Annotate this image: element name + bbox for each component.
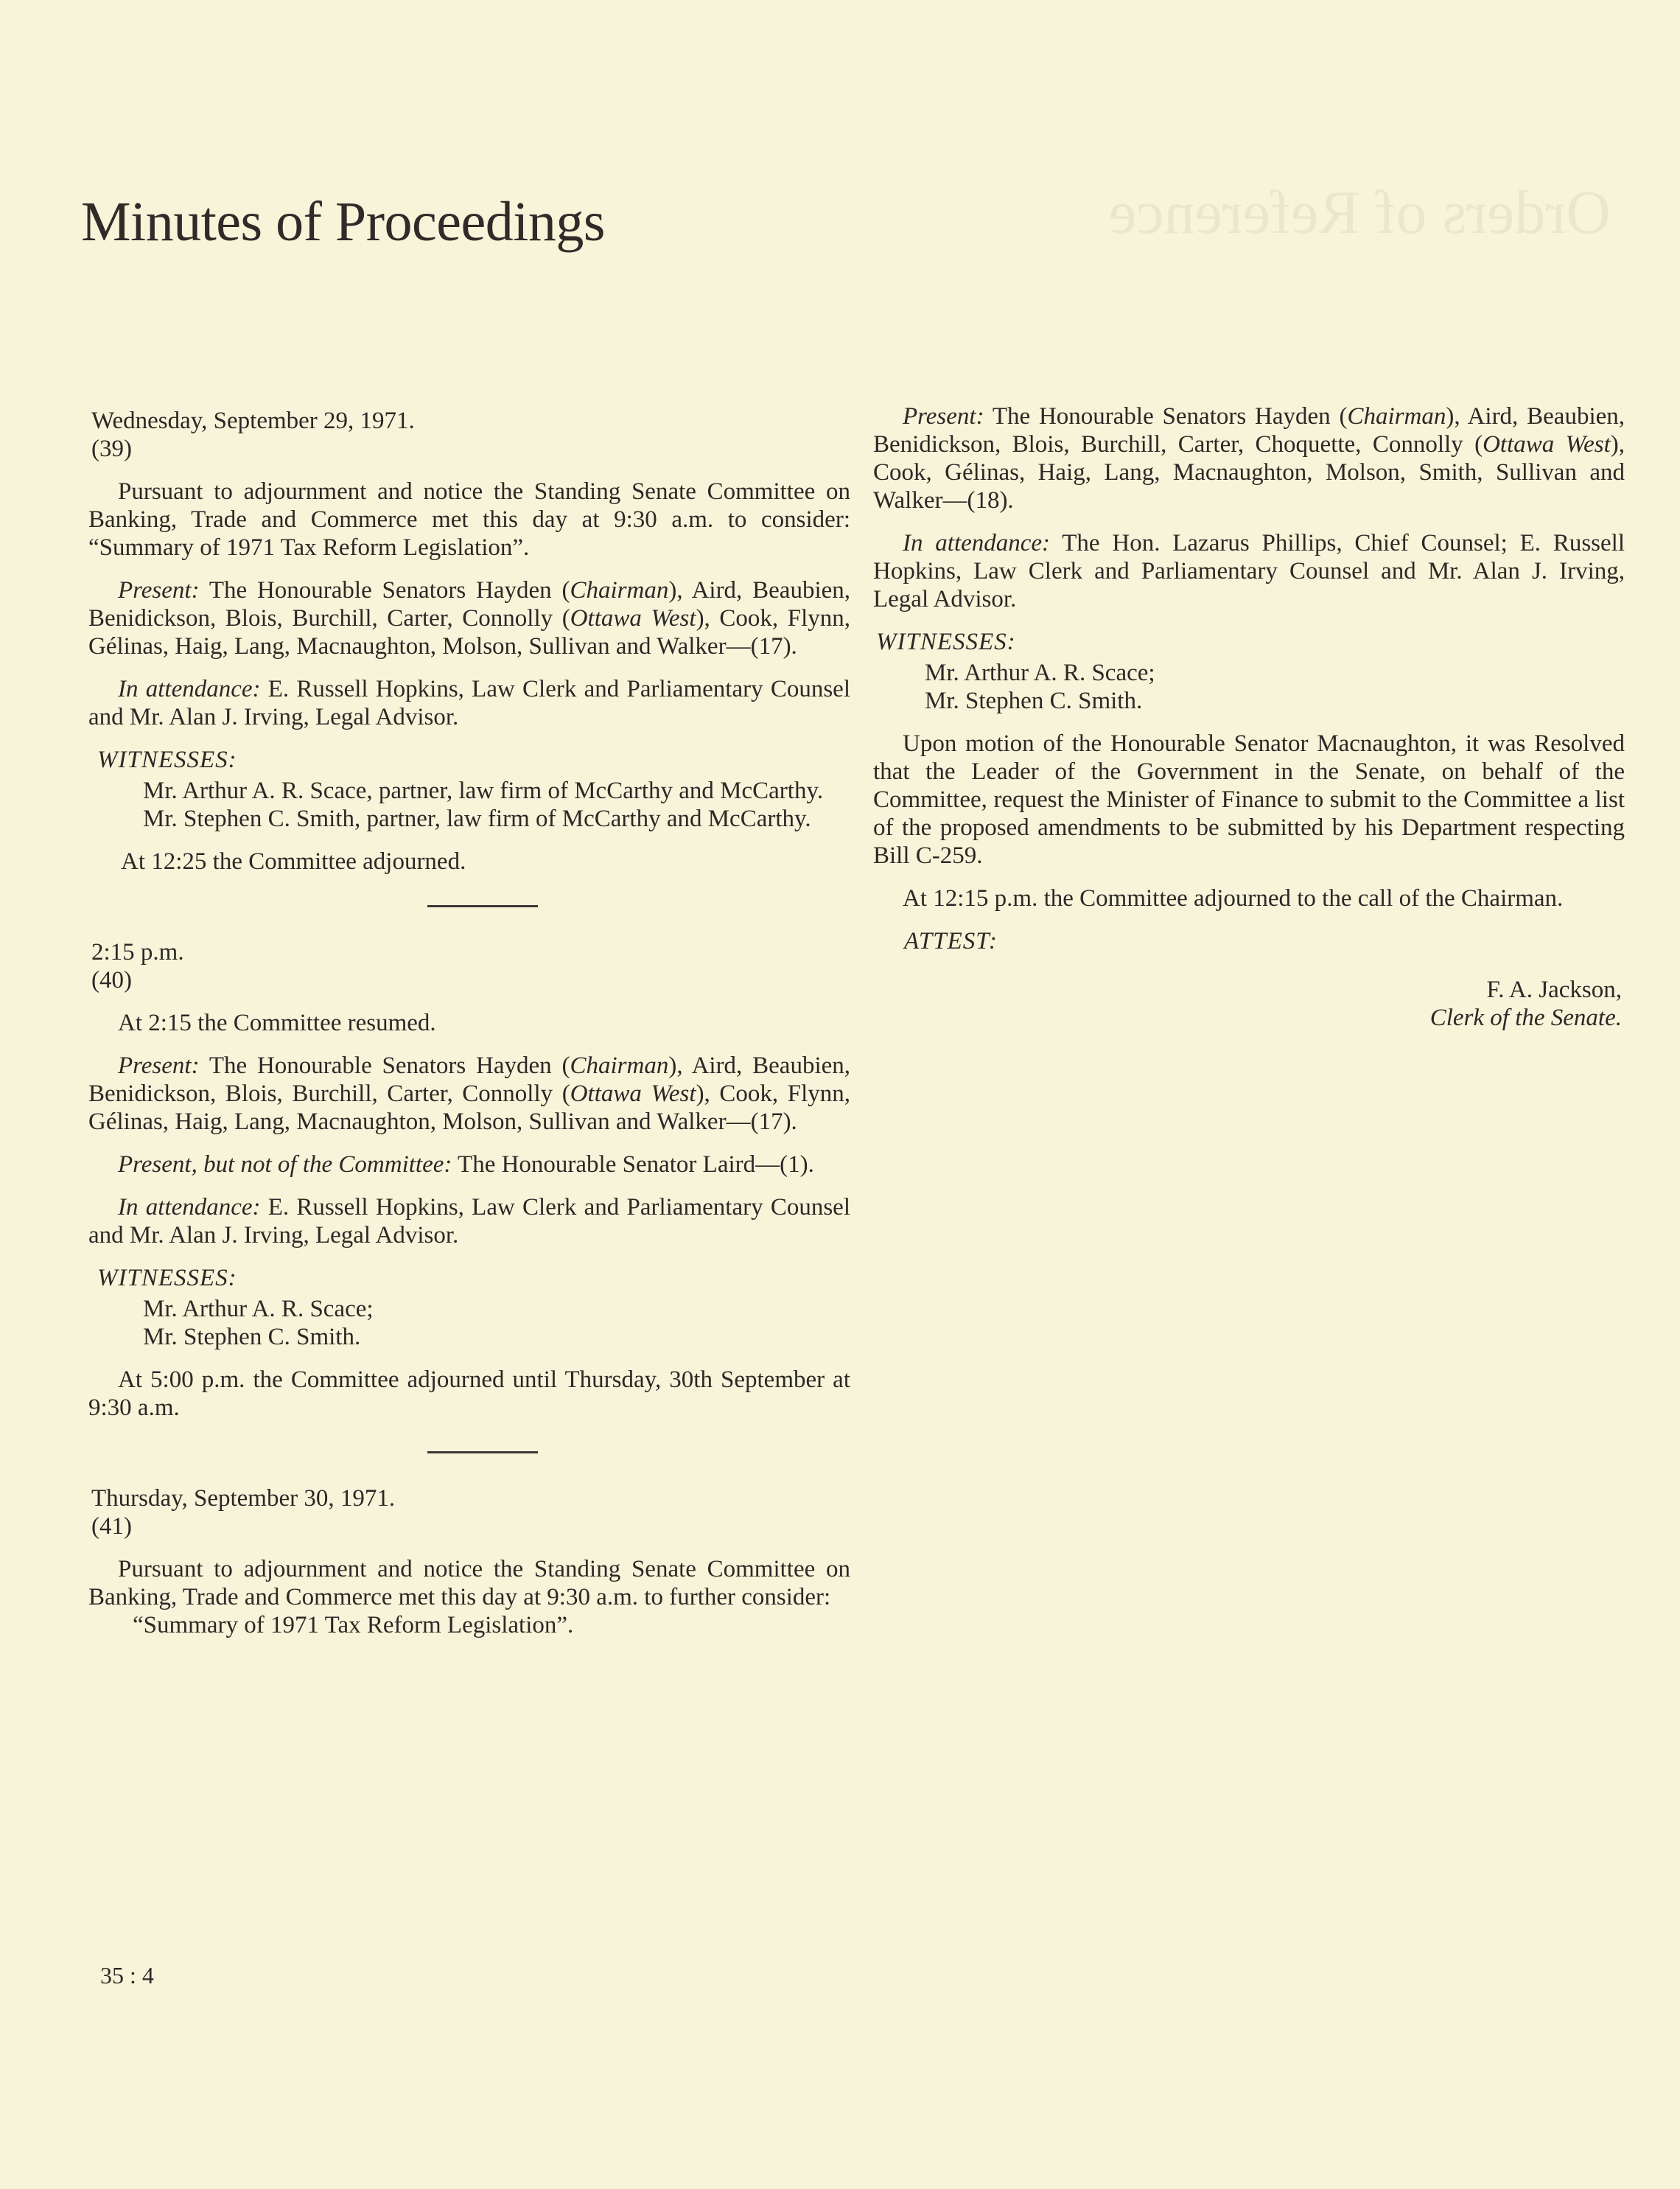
section-divider bbox=[427, 1451, 538, 1453]
signature-role: Clerk of the Senate. bbox=[1429, 1005, 1622, 1031]
attendance-text: E. Russell Hopkins, Law Clerk and Parliamentary Counsel and Mr. Alan J. Irving, Legal Advisor. bbox=[88, 1194, 850, 1249]
not-of-committee-paragraph bbox=[88, 1151, 850, 1179]
present-label: Present: bbox=[118, 577, 200, 604]
present-text: ), Aird, Beaubien, Benidickson, Blois, Burchill, Carter, Choquette, Connolly ( bbox=[873, 403, 1625, 458]
chairman-label: Chairman bbox=[570, 577, 669, 604]
motion-paragraph: Upon motion of the Honourable Senator Macnaughton, it was Resolved that the Leader of the Government in the Senate, on behalf of the Committee, request the Minister of Finance to submit to the Committee a list of the proposed amendments to be submitted by his Department respecting Bill C-259. bbox=[873, 730, 1625, 869]
present-text: ), Cook, Flynn, Gélinas, Haig, Lang, Macnaughton, Molson, Sullivan and Walker—(17). bbox=[88, 1080, 850, 1135]
chairman-label: Chairman bbox=[1347, 403, 1446, 430]
attendance-paragraph bbox=[873, 529, 1625, 613]
witness-item: Mr. Stephen C. Smith, partner, law firm of McCarthy and McCarthy. bbox=[143, 806, 811, 832]
page-title: Minutes of Proceedings bbox=[81, 191, 605, 253]
present-text: The Honourable Senators Hayden ( bbox=[992, 403, 1348, 430]
session-intro: Pursuant to adjournment and notice the Standing Senate Committee on Banking, Trade and Commerce met this day at 9:30 a.m. to further consider: bbox=[88, 1556, 850, 1610]
chairman-label: Chairman bbox=[570, 1052, 669, 1079]
left-column bbox=[88, 407, 850, 1639]
present-text: ), Cook, Flynn, Gélinas, Haig, Lang, Macnaughton, Molson, Sullivan and Walker—(17). bbox=[88, 605, 850, 660]
right-column bbox=[873, 402, 1625, 1032]
witness-list bbox=[925, 659, 1625, 715]
witnesses-label: WITNESSES: bbox=[97, 1265, 237, 1291]
adjourned-note: At 5:00 p.m. the Committee adjourned until Thursday, 30th September at 9:30 a.m. bbox=[88, 1366, 850, 1421]
present-label: Present: bbox=[118, 1052, 200, 1079]
present-label: Present: bbox=[903, 403, 984, 430]
attendance-text: The Hon. Lazarus Phillips, Chief Counsel; E. Russell Hopkins, Law Clerk and Parliamentary Counsel and Mr. Alan J. Irving, Legal Advisor. bbox=[873, 530, 1625, 612]
present-text: The Honourable Senators Hayden ( bbox=[209, 577, 570, 604]
attendance-label: In attendance: bbox=[118, 1194, 261, 1221]
session-number: (40) bbox=[91, 967, 132, 994]
resumed-note: At 2:15 the Committee resumed. bbox=[118, 1010, 436, 1036]
ottawa-west-label: Ottawa West bbox=[570, 1080, 696, 1107]
not-of-committee-text: The Honourable Senator Laird—(1). bbox=[458, 1151, 814, 1178]
adjourned-note: At 12:25 the Committee adjourned. bbox=[121, 848, 466, 875]
witnesses-label: WITNESSES: bbox=[876, 629, 1016, 655]
session-number: (39) bbox=[91, 436, 132, 462]
present-text: The Honourable Senators Hayden ( bbox=[209, 1052, 570, 1079]
ottawa-west-label: Ottawa West bbox=[1483, 431, 1611, 458]
witness-item: Mr. Arthur A. R. Scace; bbox=[925, 660, 1155, 686]
witnesses-label: WITNESSES: bbox=[97, 747, 237, 773]
attest-label: ATTEST: bbox=[904, 928, 998, 954]
present-paragraph bbox=[88, 576, 850, 660]
present-text: ), Aird, Beaubien, Benidickson, Blois, Burchill, Carter, Connolly ( bbox=[88, 1052, 851, 1107]
section-divider bbox=[427, 905, 538, 907]
attendance-paragraph bbox=[88, 1193, 850, 1249]
session-intro: Pursuant to adjournment and notice the Standing Senate Committee on Banking, Trade and Commerce met this day at 9:30 a.m. to consider: “Summary of 1971 Tax Reform Legislation”. bbox=[88, 478, 850, 561]
ottawa-west-label: Ottawa West bbox=[570, 605, 696, 632]
witness-list bbox=[143, 777, 850, 833]
witness-list bbox=[143, 1295, 850, 1351]
session-number: (41) bbox=[91, 1513, 132, 1540]
attendance-text: E. Russell Hopkins, Law Clerk and Parliamentary Counsel and Mr. Alan J. Irving, Legal Advisor. bbox=[88, 676, 850, 730]
witness-item: Mr. Arthur A. R. Scace; bbox=[143, 1296, 374, 1322]
attendance-label: In attendance: bbox=[118, 676, 261, 702]
session-date: Wednesday, September 29, 1971. bbox=[91, 408, 415, 434]
page-number: 35 : 4 bbox=[100, 1962, 154, 1989]
witness-item: Mr. Stephen C. Smith. bbox=[925, 688, 1143, 714]
attendance-label: In attendance: bbox=[903, 530, 1051, 556]
adjourned-note: At 12:15 p.m. the Committee adjourned to the call of the Chairman. bbox=[903, 885, 1564, 912]
signature-block bbox=[873, 976, 1622, 1032]
present-text: ), Cook, Gélinas, Haig, Lang, Macnaughton, Molson, Smith, Sullivan and Walker—(18). bbox=[873, 431, 1625, 514]
witness-item: Mr. Stephen C. Smith. bbox=[143, 1324, 361, 1350]
present-text: ), Aird, Beaubien, Benidickson, Blois, Burchill, Carter, Connolly ( bbox=[88, 577, 851, 632]
session-date: Thursday, September 30, 1971. bbox=[91, 1485, 396, 1512]
present-paragraph bbox=[873, 402, 1625, 514]
attendance-paragraph bbox=[88, 675, 850, 731]
not-of-committee-label: Present, but not of the Committee: bbox=[118, 1151, 452, 1178]
session-time: 2:15 p.m. bbox=[91, 939, 184, 966]
session-quote: “Summary of 1971 Tax Reform Legislation”. bbox=[133, 1612, 574, 1638]
present-paragraph bbox=[88, 1052, 850, 1136]
bleed-through-title: Orders of Reference bbox=[1109, 178, 1611, 247]
signature-name: F. A. Jackson, bbox=[1486, 977, 1622, 1003]
witness-item: Mr. Arthur A. R. Scace, partner, law firm of McCarthy and McCarthy. bbox=[143, 778, 824, 804]
